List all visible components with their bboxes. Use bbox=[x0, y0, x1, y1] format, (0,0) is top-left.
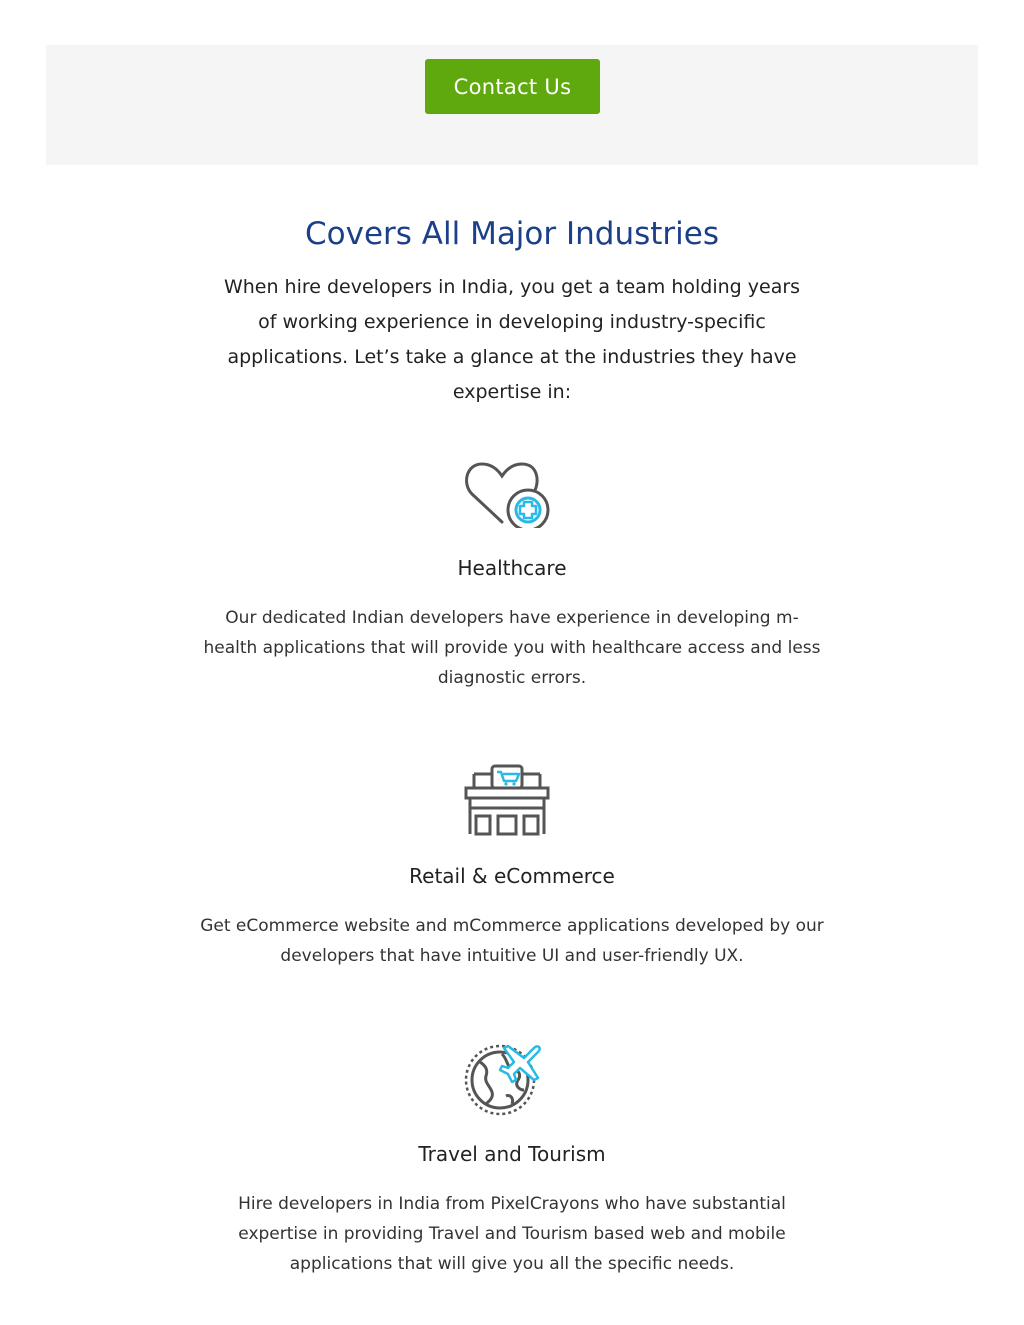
industry-desc-travel: Hire developers in India from PixelCrayons who have substantial expertise in providing Travel and Tourism based web and mobile applications that will give you all the specific needs. bbox=[238, 1194, 786, 1274]
heart-plus-icon bbox=[462, 458, 554, 528]
storefront-cart-icon bbox=[464, 764, 550, 836]
industry-title-retail: Retail & eCommerce bbox=[409, 864, 615, 888]
industry-title-travel: Travel and Tourism bbox=[418, 1142, 606, 1166]
industry-desc-retail: Get eCommerce website and mCommerce applications developed by our developers that have intuitive UI and user-friendly UX. bbox=[200, 916, 824, 966]
industry-title-healthcare: Healthcare bbox=[457, 556, 567, 580]
industry-desc-healthcare: Our dedicated Indian developers have experience in developing m-health applications that will provide you with healthcare access and less diagnostic errors. bbox=[203, 608, 821, 688]
section-title: Covers All Major Industries bbox=[305, 216, 719, 252]
globe-airplane-icon bbox=[462, 1040, 544, 1116]
section-intro: When hire developers in India, you get a team holding years of working experience in developing industry-specific applications. Let’s take a glance at the industries they have expertise in: bbox=[223, 276, 801, 403]
contact-us-button[interactable]: Contact Us bbox=[425, 59, 600, 114]
